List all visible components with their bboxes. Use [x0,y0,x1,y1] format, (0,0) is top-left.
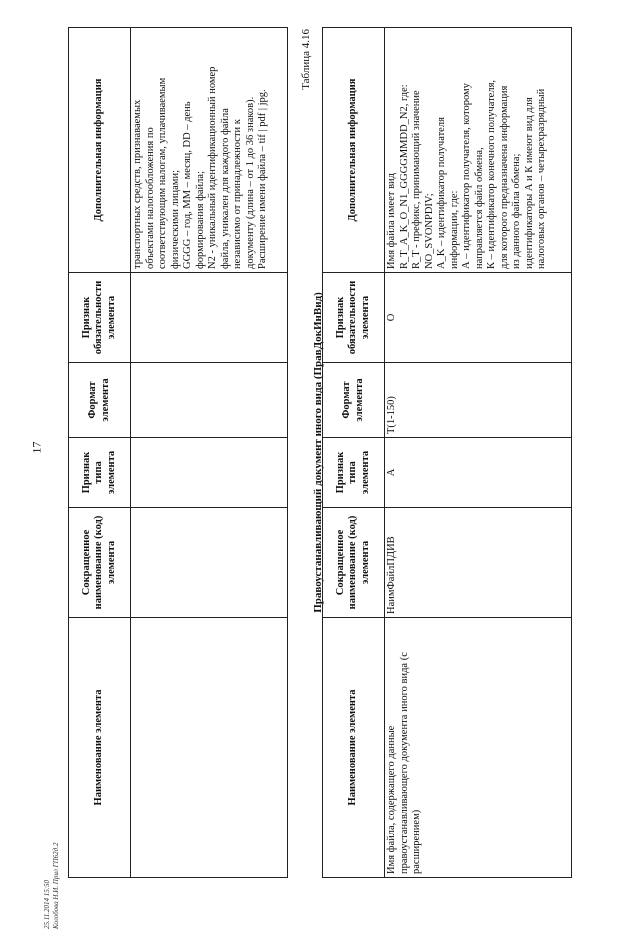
table-title: Правоустанавливающий документ иного вида (ПравДокИнВид) [312,292,324,613]
cell-format [131,363,288,438]
col-header-code: Сокращенное наименование (код) элемента [69,508,131,618]
col-header-format: Формат элемента [323,363,385,438]
table-row [131,28,288,878]
col-header-name: Наименование элемента [69,618,131,878]
table-header-row [69,28,131,878]
col-header-extra: Дополнительная информация [323,28,385,273]
table-row [385,28,572,878]
col-header-name: Наименование элемента [323,618,385,878]
col-header-type: Признак типа элемента [323,438,385,508]
cell-type [131,438,288,508]
table-label: Таблица 4.16 [300,29,312,90]
col-header-type: Признак типа элемента [69,438,131,508]
col-header-format: Формат элемента [69,363,131,438]
cell-required: О [385,273,572,363]
cell-name: Имя файла, содержащего данные правоустанавливающего документа иного вида (с расширением) [385,618,572,878]
col-header-extra: Дополнительная информация [69,28,131,273]
cell-required [131,273,288,363]
table-4-16 [322,27,572,878]
cell-code [131,508,288,618]
col-header-required: Признак обязательности элемента [69,273,131,363]
stamp-line: 25.11.2014 15:50 [43,879,51,929]
cell-name [131,618,288,878]
table-continuation [68,27,288,878]
stamp-line: Колобова Н.И. Прил ГП62д.2 [52,842,60,929]
cell-format: T(1-150) [385,363,572,438]
cell-extra-info: транспортных средств, признаваемых объектами налогообложения по соответствующим налогам, уплачиваемым физическими лицами; GGGG – год, MM – месяц, DD – день формирования файла; N2 - уникальный идентификационный номер файла, уникален для каждого файла независимо от принадлежности к документу (длина – от 1 до 36 знаков). Расширение имени файла – tif | pdf | jpg. [131,28,288,273]
table-header-row [323,28,385,878]
cell-code: НаимФайлПДИВ [385,508,572,618]
col-header-code: Сокращенное наименование (код) элемента [323,508,385,618]
page-number: 17 [29,441,44,454]
col-header-required: Признак обязательности элемента [323,273,385,363]
cell-type: А [385,438,572,508]
cell-extra-info: Имя файла имеет вид R_T_A_K_O_N1_GGGGMMDD_N2, где: R_T - префикс, принимающий значение NO_SVONPDIV; A_K – идентификатор получателя информации, где: А – идентификатор получателя, которому направляется файл обмена, К – идентификатор конечного получателя, для которого предназначена информация из данного файла обмена; идентификаторы А и К имеют вид для налоговых органов – четырехразрядный [385,28,572,273]
rotated-page-content [0,15,640,890]
